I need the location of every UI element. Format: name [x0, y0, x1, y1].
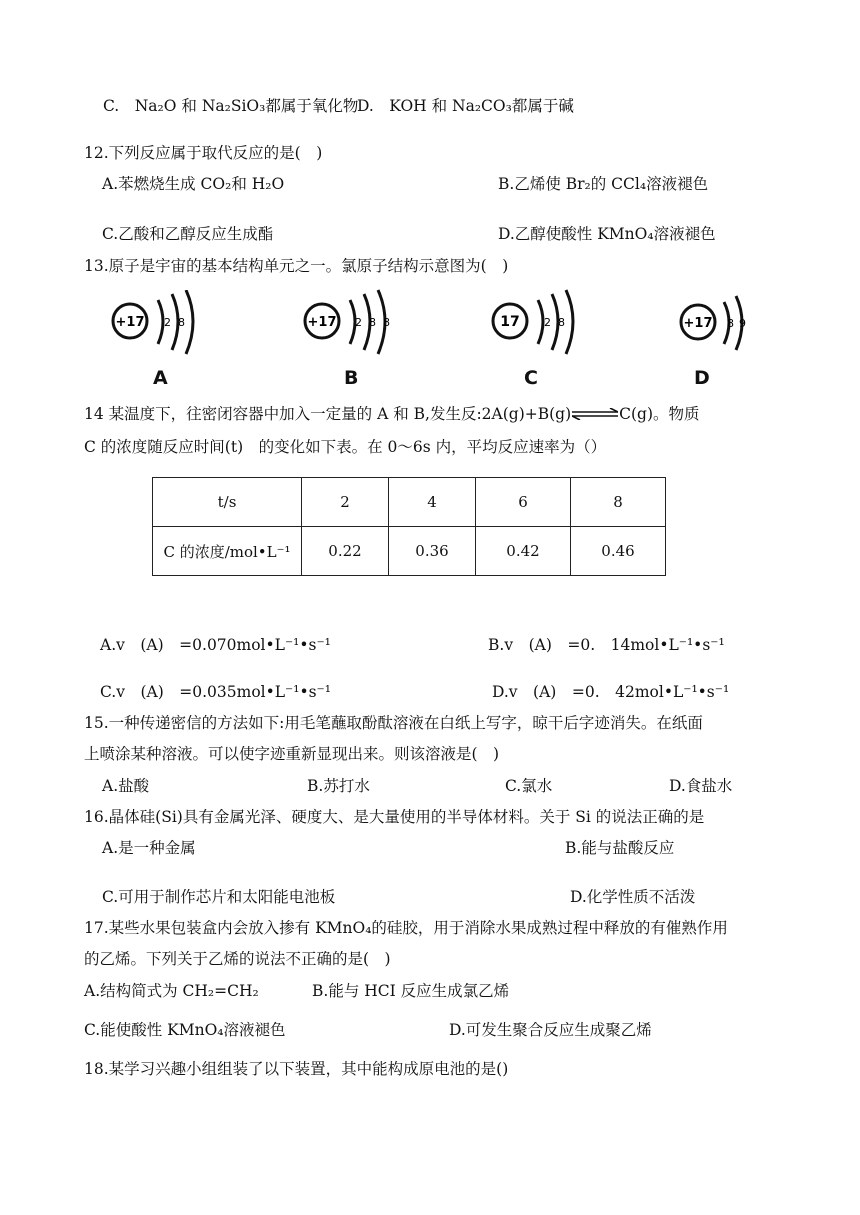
svg-text:2: 2	[164, 316, 171, 329]
table-header-cell: 6	[476, 478, 571, 527]
table-header-cell: 2	[302, 478, 389, 527]
svg-text:8: 8	[383, 316, 390, 329]
q15-stem-line1: 15.一种传递密信的方法如下:用毛笔蘸取酚酞溶液在白纸上写字，晾干后字迹消失。在纸面	[84, 714, 703, 732]
q14-option-b: B.v (A) =0. 14mol•L⁻¹•s⁻¹	[488, 636, 725, 654]
table-cell: 0.46	[571, 527, 666, 576]
atom-label-c: C	[524, 367, 538, 389]
svg-text:8: 8	[727, 317, 734, 330]
equilibrium-arrow-icon	[572, 405, 618, 425]
atom-label-d: D	[694, 367, 710, 389]
atom-label-b: B	[344, 367, 359, 389]
table-header-cell: 4	[389, 478, 476, 527]
q16-stem: 16.晶体硅(Si)具有金属光泽、硬度大、是大量使用的半导体材料。关于 Si 的说法正确的是	[84, 808, 705, 826]
q15-option-d: D.食盐水	[669, 777, 733, 795]
q14-option-a: A.v (A) =0.070mol•L⁻¹•s⁻¹	[100, 636, 331, 654]
atom-diagram-b[interactable]	[300, 288, 400, 358]
atom-diagram-d[interactable]	[676, 290, 776, 360]
atom-label-a: A	[153, 367, 168, 389]
q18-stem: 18.某学习兴趣小组组装了以下装置，其中能构成原电池的是()	[84, 1060, 509, 1078]
q15-stem-line2: 上喷涂某种溶液。可以使字迹重新显现出来。则该溶液是( )	[84, 745, 500, 763]
q16-option-c: C.可用于制作芯片和太阳能电池板	[102, 888, 336, 906]
table-cell: 0.36	[389, 527, 476, 576]
q16-option-d: D.化学性质不活泼	[570, 888, 696, 906]
q11-option-d: D. KOH 和 Na₂CO₃都属于碱	[357, 97, 574, 115]
q12-option-d: D.乙醇使酸性 KMnO₄溶液褪色	[498, 225, 716, 243]
q14-option-d: D.v (A) =0. 42mol•L⁻¹•s⁻¹	[492, 683, 730, 701]
q16-option-a: A.是一种金属	[102, 839, 196, 857]
svg-text:2: 2	[355, 316, 362, 329]
q14-option-c: C.v (A) =0.035mol•L⁻¹•s⁻¹	[100, 683, 331, 701]
svg-text:9: 9	[739, 317, 746, 330]
q17-option-a: A.结构简式为 CH₂=CH₂	[84, 982, 259, 1000]
atom-diagram-a[interactable]	[108, 290, 208, 360]
q17-stem-line1: 17.某些水果包装盒内会放入掺有 KMnO₄的硅胶，用于消除水果成熟过程中释放的有催熟作用	[84, 919, 728, 937]
q17-option-b: B.能与 HCI 反应生成氯乙烯	[312, 982, 510, 1000]
q15-option-b: B.苏打水	[307, 777, 370, 795]
q13-stem: 13.原子是宇宙的基本结构单元之一。氯原子结构示意图为( )	[84, 257, 509, 275]
table-header-cell: t/s	[153, 478, 302, 527]
q15-option-a: A.盐酸	[102, 777, 150, 795]
table-cell: 0.42	[476, 527, 571, 576]
q14-stem-line2: C 的浓度随反应时间(t) 的变化如下表。在 0～6s 内，平均反应速率为（）	[84, 438, 607, 456]
q17-option-c: C.能使酸性 KMnO₄溶液褪色	[84, 1021, 286, 1039]
svg-text:2: 2	[544, 316, 551, 329]
atom-diagram-c[interactable]	[488, 288, 588, 358]
q14-stem-part1: 14 某温度下，往密闭容器中加入一定量的 A 和 B,发生反:2A(g)+B(g)	[84, 405, 572, 423]
svg-text:+17: +17	[307, 315, 337, 330]
q17-option-d: D.可发生聚合反应生成聚乙烯	[449, 1021, 652, 1039]
table-row	[153, 478, 666, 527]
q16-option-b: B.能与盐酸反应	[565, 839, 675, 857]
svg-text:8: 8	[178, 316, 185, 329]
concentration-table	[152, 477, 666, 576]
table-header-cell: 8	[571, 478, 666, 527]
q12-option-a: A.苯燃烧生成 CO₂和 H₂O	[102, 175, 285, 193]
svg-text:+17: +17	[115, 315, 145, 330]
table-row-label: C 的浓度/mol•L⁻¹	[153, 527, 302, 576]
svg-text:8: 8	[369, 316, 376, 329]
svg-text:+17: +17	[683, 316, 713, 331]
q14-stem-part2: C(g)。物质	[619, 405, 700, 423]
table-cell: 0.22	[302, 527, 389, 576]
q11-option-c: C. Na₂O 和 Na₂SiO₃都属于氧化物	[103, 97, 359, 115]
q12-option-b: B.乙烯使 Br₂的 CCl₄溶液褪色	[498, 175, 709, 193]
q14-stem-line1	[84, 404, 700, 425]
svg-text:8: 8	[558, 316, 565, 329]
q12-option-c: C.乙酸和乙醇反应生成酯	[102, 225, 274, 243]
q15-option-c: C.氯水	[505, 777, 553, 795]
svg-text:17: 17	[500, 314, 520, 330]
q12-stem: 12.下列反应属于取代反应的是( )	[84, 144, 323, 162]
q17-stem-line2: 的乙烯。下列关于乙烯的说法不正确的是( )	[84, 950, 391, 968]
table-row	[153, 527, 666, 576]
